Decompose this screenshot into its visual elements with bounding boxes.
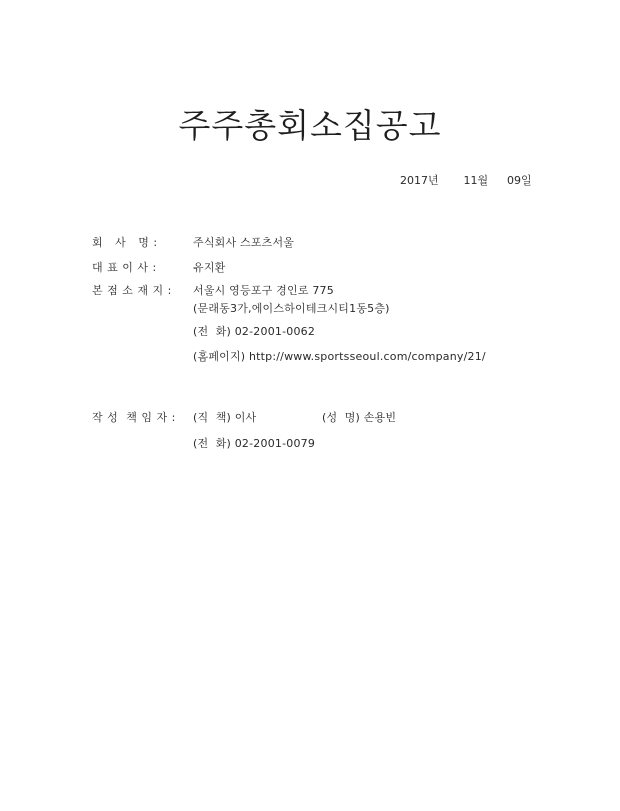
company-name: 주식회사 스포츠서울 — [193, 236, 295, 249]
company-homepage: (홈페이지) http://www.sportsseoul.com/company/21/ — [193, 350, 486, 363]
address-line-1: 서울시 영등포구 경인로 775 — [193, 284, 334, 297]
address-line-2: (문래동3가,에이스하이테크시티1동5층) — [193, 302, 390, 315]
ceo-label: 대 표 이 사 : — [92, 261, 157, 274]
document-title: 주주총회소집공고 — [178, 106, 442, 145]
responsible-name: (성 명) 손용빈 — [322, 411, 397, 424]
company-phone: (전 화) 02-2001-0062 — [193, 325, 316, 338]
company-name-label: 회 사 명 : — [92, 236, 158, 249]
address-label: 본 점 소 재 지 : — [92, 284, 172, 297]
notice-date — [400, 172, 560, 188]
ceo-name: 유지환 — [193, 261, 226, 274]
responsible-label: 작 성 책 임 자 : — [92, 411, 176, 424]
date-day: 09일 — [507, 174, 532, 187]
responsible-position: (직 책) 이사 — [193, 411, 257, 424]
responsible-phone: (전 화) 02-2001-0079 — [193, 437, 316, 450]
date-month: 11월 — [463, 174, 489, 187]
date-year: 2017년 — [400, 174, 439, 187]
